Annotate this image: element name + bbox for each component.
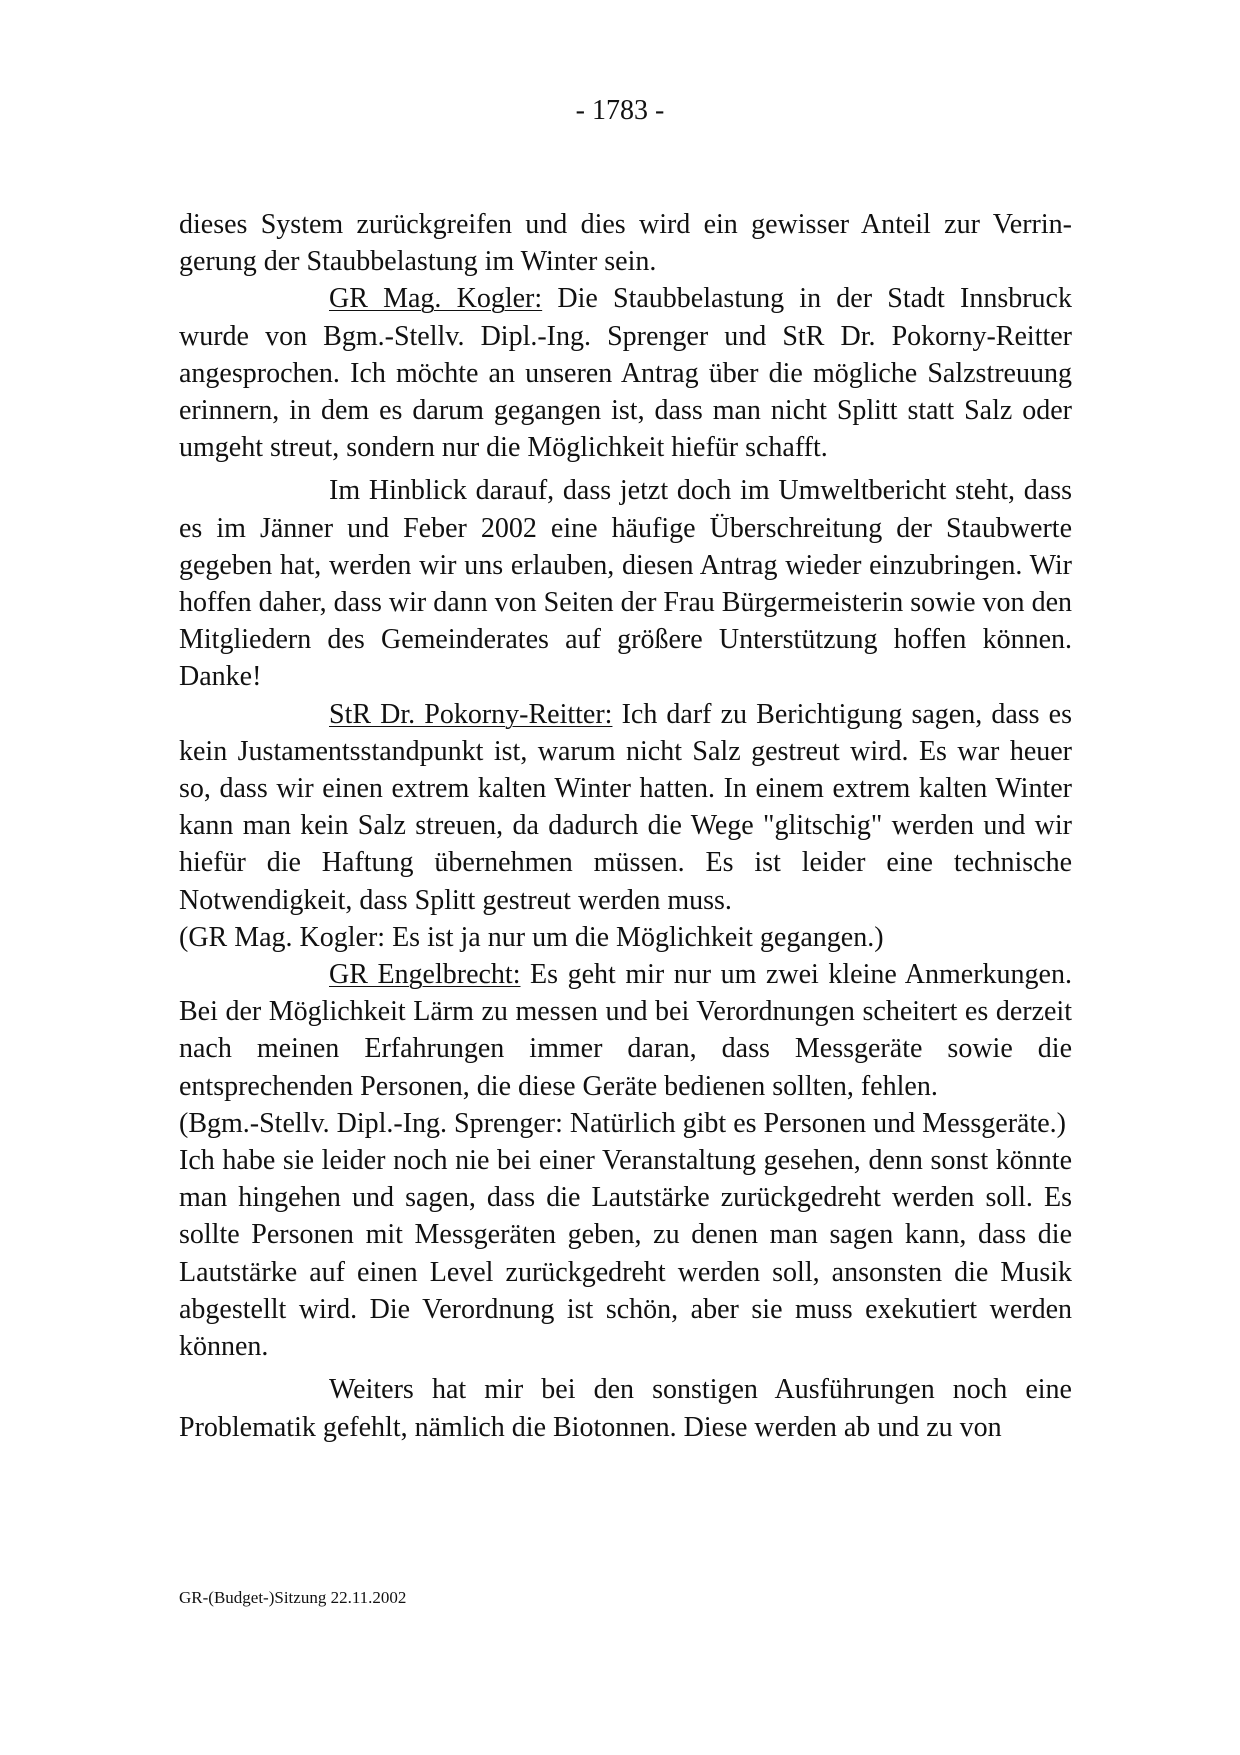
paragraph-text: Ich habe sie leider noch nie bei einer Veranstaltung gesehen, denn sonst könnte man hingehen und sagen, dass die Lautstärke zurückgedreht werden soll. Es sollte Personen mit Messgeräten geben, zu denen man sagen kann, dass die Lautstärke auf einen Level zurückgedreht werden soll, ansonsten die Musik abgestellt wird. Die Verordnung ist schön, aber sie muss exekutiert werden können. [179, 1145, 1072, 1363]
paragraph-continuation [179, 206, 1072, 280]
paragraph-text: (GR Mag. Kogler: Es ist ja nur um die Möglichkeit gegangen.) [179, 921, 884, 953]
speaker-name: GR Mag. Kogler: [329, 283, 543, 315]
page-number: - 1783 - [575, 95, 665, 126]
paragraph-umweltbericht [179, 472, 1072, 695]
paragraph-lautstaerke [179, 1142, 1072, 1365]
statement-pokorny-reitter [179, 696, 1072, 919]
paragraph-text: (Bgm.-Stellv. Dipl.-Ing. Sprenger: Natürlich gibt es Personen und Messgeräte.) [179, 1107, 1067, 1139]
paragraph-text: Weiters hat mir bei den sonstigen Ausführungen noch eine Problematik gefehlt, nämlich die Biotonnen. Diese werden ab und zu von [179, 1374, 1072, 1443]
paragraph-text: Es geht mir nur um zwei kleine Anmerkungen. Bei der Möglichkeit Lärm zu messen und bei Verordnungen scheitert es derzeit nach meinen Erfahrungen immer daran, dass Messgeräte sowie die entsprechenden Personen, die diese Geräte bedienen sollten, fehlen. [179, 959, 1072, 1102]
paragraph-text: Im Hinblick darauf, dass jetzt doch im Umweltbericht steht, dass es im Jänner und Feber 2002 eine häufige Überschreitung der Staubwerte gegeben hat, werden wir uns erlauben, diesen Antrag wieder einzubringen. Wir hoffen daher, dass wir dann von Seiten der Frau Bürgermeisterin sowie von den Mitgliedern des Gemeinderates auf größere Unterstützung hoffen können. Danke! [179, 475, 1072, 693]
statement-engelbrecht [179, 956, 1072, 1105]
page-footer: GR-(Budget-)Sitzung 22.11.2002 [179, 1588, 407, 1607]
interjection-sprenger [179, 1105, 1072, 1142]
paragraph-biotonnen [179, 1371, 1072, 1445]
document-body [179, 206, 1072, 1446]
speaker-name: StR Dr. Pokorny-Reitter: [329, 698, 613, 730]
paragraph-text: Die Staubbelastung in der Stadt Innsbruck wurde von Bgm.-Stellv. Dipl.-Ing. Sprenger und StR Dr. Pokorny-Reitter angesprochen. Ich möchte an unseren Antrag über die mögliche Salzstreuung erinnern, in dem es darum gegangen ist, dass man nicht Splitt statt Salz oder umgeht streut, sondern nur die Möglichkeit hiefür schafft. [179, 283, 1072, 464]
speaker-name: GR Engelbrecht: [329, 959, 521, 991]
paragraph-text: dieses System zurückgreifen und dies wird ein gewisser Anteil zur Verringerung der Staubbelastung im Winter sein. [179, 209, 1072, 278]
statement-kogler [179, 280, 1072, 466]
interjection-kogler [179, 919, 1072, 956]
paragraph-text: Ich darf zu Berichtigung sagen, dass es kein Justamentsstandpunkt ist, warum nicht Salz gestreut wird. Es war heuer so, dass wir einen extrem kalten Winter hatten. In einem extrem kalten Winter kann man kein Salz streuen, da dadurch die Wege "glitschig" werden und wir hiefür die Haftung übernehmen müssen. Es ist leider eine technische Notwendigkeit, dass Splitt gestreut werden muss. [179, 698, 1072, 916]
